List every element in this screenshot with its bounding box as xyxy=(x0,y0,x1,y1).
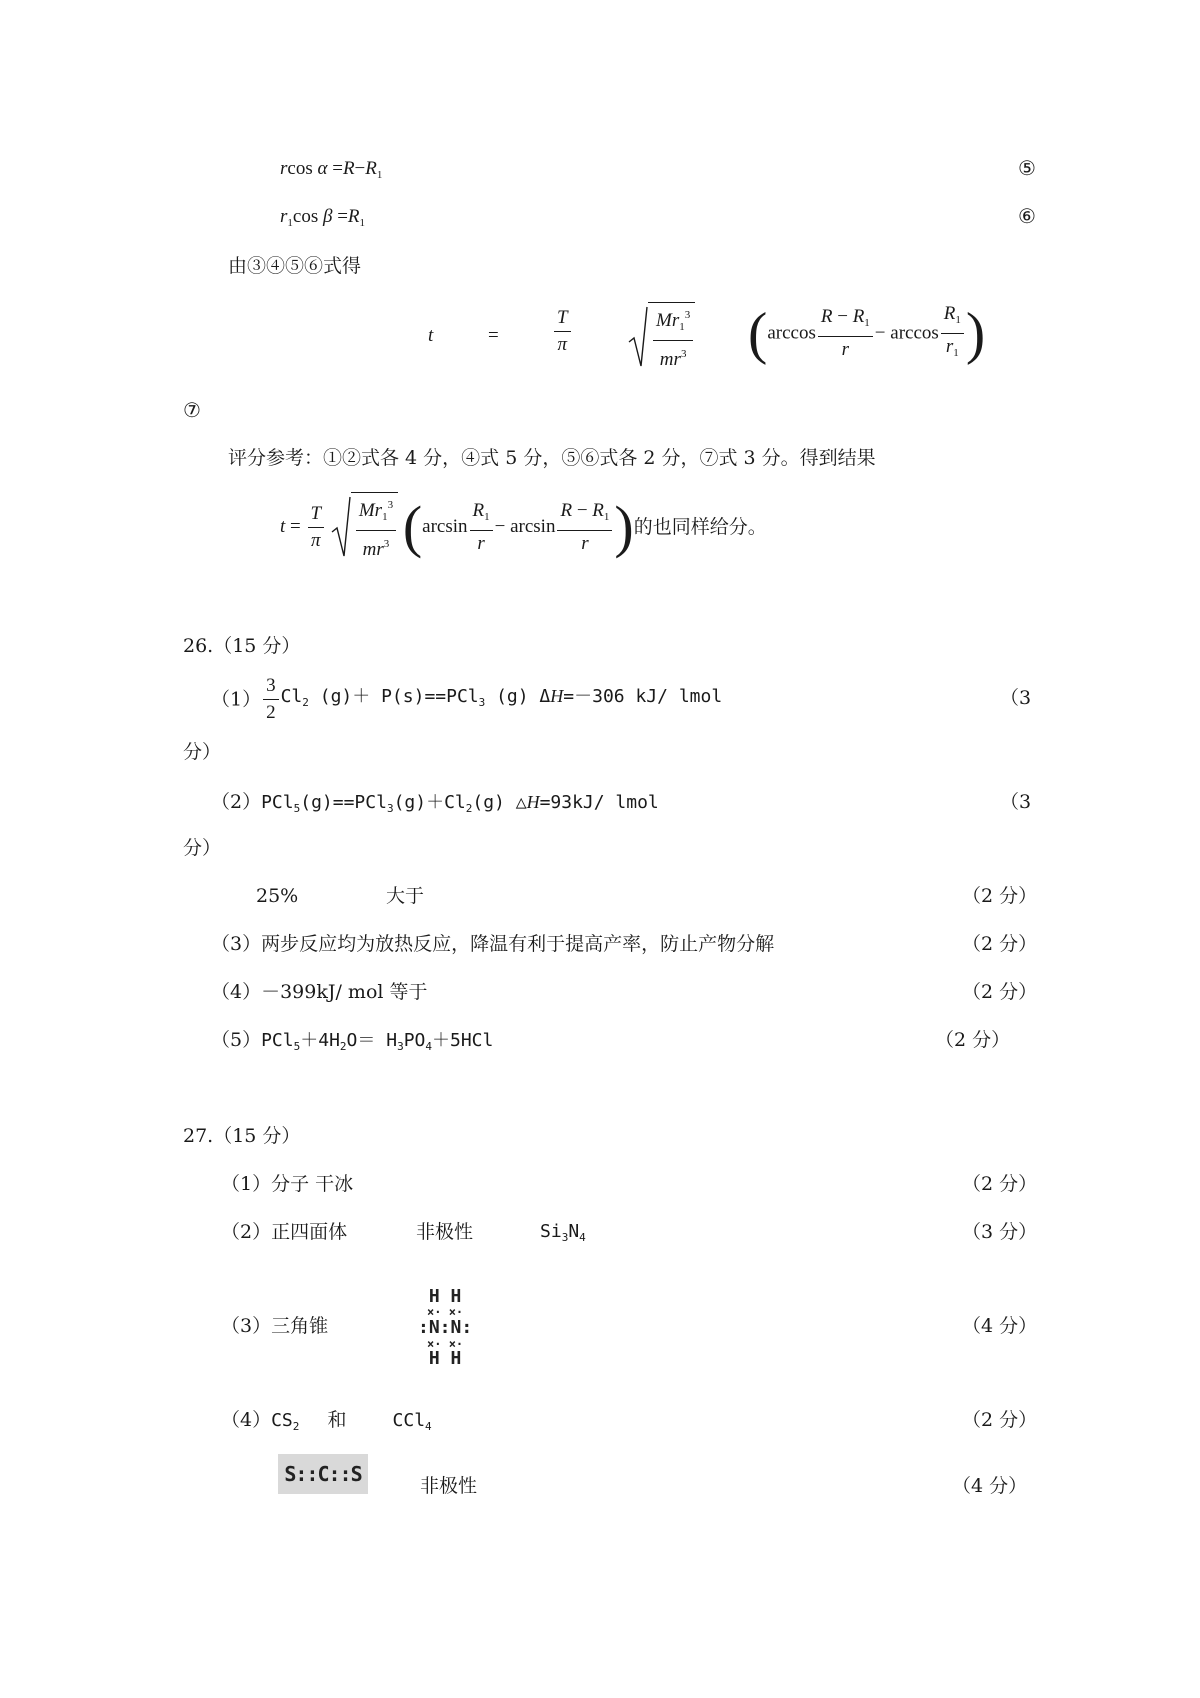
q27-part1: （1）分子 干冰 xyxy=(221,1173,354,1195)
formula-text: O＝ H xyxy=(346,1030,398,1051)
subscript: 3 xyxy=(397,1040,404,1053)
q27-part4-score: （2 分） xyxy=(962,1409,1038,1431)
formula-text: Si xyxy=(540,1221,562,1242)
part-label: （1） xyxy=(211,688,262,711)
subscript: 1 xyxy=(679,321,685,333)
subscript: 1 xyxy=(864,317,870,329)
formula-text: CCl xyxy=(392,1410,426,1431)
q26-part2b-score: （2 分） xyxy=(962,885,1038,907)
q27-part2-formula xyxy=(540,1220,586,1250)
var-r: r xyxy=(280,158,288,179)
denominator-pi: π xyxy=(311,529,321,551)
var-R: R xyxy=(560,499,573,521)
var-r: r xyxy=(376,539,384,560)
fraction-mass-ratio xyxy=(653,303,693,372)
q26-part3: （3）两步反应均为放热反应，降温有利于提高产率，防止产物分解 xyxy=(211,933,775,955)
subscript: 4 xyxy=(425,1420,432,1433)
arcsin-text: arcsin xyxy=(510,516,556,537)
subscript: 1 xyxy=(603,510,610,523)
var-r1: r xyxy=(280,206,288,227)
sqrt-icon xyxy=(331,496,351,558)
formula-text: ＋5HCl xyxy=(432,1030,494,1051)
q27-part1-score: （2 分） xyxy=(962,1173,1038,1195)
var-R1: R xyxy=(472,499,485,521)
fraction-3-2 xyxy=(263,674,279,725)
q27-part2-label: （2）正四面体 xyxy=(221,1221,348,1243)
fraction-R-minus-R1-over-r xyxy=(818,305,873,362)
q26-part4-score: （2 分） xyxy=(962,981,1038,1003)
var-r1: r xyxy=(671,310,680,331)
formula-t-sqrt xyxy=(628,302,695,372)
denominator-pi: π xyxy=(557,334,568,355)
numerator-T: T xyxy=(308,502,325,528)
sqrt-icon xyxy=(628,306,648,368)
lewis-row: :N:N: xyxy=(418,1317,473,1338)
minus-sign: − xyxy=(494,516,506,537)
subscript: 1 xyxy=(382,511,388,523)
q26-part4: （4）－399kJ/ mol 等于 xyxy=(211,981,428,1003)
cos-text: cos xyxy=(287,158,313,179)
var-m: m xyxy=(659,349,674,370)
subscript: 1 xyxy=(376,169,383,181)
q26-part1 xyxy=(211,674,722,725)
equals-sign: = xyxy=(332,158,343,179)
sqrt-expression xyxy=(628,302,695,372)
subscript: 2 xyxy=(292,1420,300,1433)
lewis-structure-cs2: S::C::S xyxy=(278,1454,368,1494)
var-R1: R xyxy=(365,158,377,179)
arccos-text: arccos xyxy=(890,322,939,344)
numerator: 3 xyxy=(263,674,279,700)
right-paren: ) xyxy=(614,494,634,559)
q26-header: 26.（15 分） xyxy=(183,635,301,657)
q27-part2-nonpolar: 非极性 xyxy=(416,1221,474,1243)
lewis-structure-n2h4 xyxy=(418,1288,472,1368)
formula-text: Cl xyxy=(280,686,303,707)
cos-text: cos xyxy=(292,206,319,227)
formula-text: PCl xyxy=(261,1030,294,1051)
q27-part4b-score: （4 分） xyxy=(952,1475,1028,1497)
q26-value-greater: 大于 xyxy=(386,885,425,907)
formula-text: PCl xyxy=(261,792,294,813)
formula-t-var xyxy=(428,325,433,347)
equation-5 xyxy=(280,158,382,181)
fraction-mass-ratio xyxy=(356,493,396,562)
formula-t-equals: = xyxy=(488,325,499,346)
left-paren: ( xyxy=(402,494,423,559)
var-t: t xyxy=(428,325,434,346)
formula-text: (g) △ xyxy=(472,792,527,813)
subscript: 3 xyxy=(561,1231,569,1244)
formula-alt xyxy=(280,492,767,562)
part-label: （5） xyxy=(211,1029,262,1051)
subscript: 2 xyxy=(339,1040,347,1053)
subscript: 1 xyxy=(484,510,490,523)
q26-part2 xyxy=(211,790,659,821)
subscript: 5 xyxy=(293,1040,301,1053)
denominator-r: r xyxy=(581,532,589,554)
subscript: 2 xyxy=(302,696,309,709)
subscript: 3 xyxy=(478,696,486,709)
formula-t-bracket xyxy=(748,302,985,365)
subscript: 2 xyxy=(465,802,473,815)
var-R: R xyxy=(820,306,833,327)
sqrt-expression xyxy=(331,492,398,562)
minus-sign: − xyxy=(874,322,886,344)
subscript: 4 xyxy=(579,1231,586,1244)
lewis-row: H H xyxy=(428,1286,462,1307)
formula-t-T-over-pi xyxy=(552,306,573,357)
arccos-text: arccos xyxy=(767,322,816,344)
q26-part2-score-a: （3 xyxy=(1000,791,1032,813)
superscript: 3 xyxy=(383,538,390,550)
formula-text: PO xyxy=(403,1030,426,1051)
q26-part2-score-b: 分） xyxy=(183,837,222,859)
formula-text: (g)＋ P(s)==PCl xyxy=(308,686,479,707)
var-R1: R xyxy=(852,306,865,327)
var-H: H xyxy=(550,686,564,706)
q26-part5 xyxy=(211,1028,493,1059)
var-r1: r xyxy=(374,500,383,521)
superscript: 3 xyxy=(387,499,394,511)
var-R1: R xyxy=(592,499,604,521)
subscript: 1 xyxy=(953,347,959,359)
fraction-R1-over-r xyxy=(470,499,493,556)
part-label: （2） xyxy=(211,791,262,813)
beta-symbol: β xyxy=(322,206,333,227)
minus-sign: − xyxy=(354,158,366,179)
denominator-r: r xyxy=(841,339,850,360)
var-m: m xyxy=(362,539,377,560)
fraction-R-minus-R1-over-r xyxy=(557,499,612,556)
q27-part2-score: （3 分） xyxy=(962,1221,1038,1243)
q27-part3: （3）三角锥 xyxy=(221,1315,329,1337)
equation-6 xyxy=(280,206,365,229)
minus-sign: − xyxy=(837,306,848,327)
subscript: 1 xyxy=(955,314,961,326)
subscript: 3 xyxy=(386,802,394,815)
var-R: R xyxy=(342,158,355,179)
equation-number-5: ⑤ xyxy=(1018,156,1036,180)
formula-text: =93kJ/ lmol xyxy=(539,792,659,813)
q26-value-25pct: 25% xyxy=(256,885,299,907)
arcsin-text: arcsin xyxy=(422,516,468,537)
lewis-row: ×· ×· xyxy=(427,1337,464,1351)
subscript: 4 xyxy=(425,1040,432,1053)
q27-part4 xyxy=(221,1408,432,1439)
formula-text: =－306 kJ/ lmol xyxy=(563,686,723,707)
superscript: 3 xyxy=(680,348,687,360)
q26-part1-score-b: 分） xyxy=(183,741,222,763)
lewis-row: H H xyxy=(428,1348,462,1369)
var-R1: R xyxy=(347,206,360,227)
formula-text: (g)==PCl xyxy=(300,792,387,813)
subscript: 1 xyxy=(287,217,293,229)
lewis-row: ×· ×· xyxy=(427,1305,464,1319)
equation-number-7: ⑦ xyxy=(183,398,201,422)
var-r: r xyxy=(673,349,681,370)
part-label: （4） xyxy=(221,1409,272,1431)
equals-sign: = xyxy=(337,206,348,227)
fraction-T-pi xyxy=(308,502,325,553)
numerator-T: T xyxy=(554,306,571,332)
equation-number-6: ⑥ xyxy=(1018,204,1036,228)
and-text: 和 xyxy=(327,1409,347,1431)
var-t: t xyxy=(280,516,286,537)
formula-text: CS xyxy=(271,1410,293,1431)
scoring-text: 评分参考：①②式各 4 分，④式 5 分，⑤⑥式各 2 分，⑦式 3 分。得到结果 xyxy=(228,447,876,469)
left-paren: ( xyxy=(748,300,768,366)
denominator: 2 xyxy=(266,702,276,723)
q27-part3-score: （4 分） xyxy=(962,1315,1038,1337)
fraction-R1-over-r1 xyxy=(941,302,964,365)
formula-text: (g)＋Cl xyxy=(393,792,466,813)
right-paren: ) xyxy=(965,300,986,366)
equals-sign: = xyxy=(290,516,301,537)
q27-header: 27.（15 分） xyxy=(183,1125,301,1147)
derive-text: 由③④⑤⑥式得 xyxy=(228,255,362,277)
superscript: 3 xyxy=(684,309,691,321)
scoring-tail: 的也同样给分。 xyxy=(633,516,767,538)
var-r1: r xyxy=(945,336,954,357)
var-M: M xyxy=(656,310,672,331)
q26-part3-score: （2 分） xyxy=(962,933,1038,955)
subscript: 1 xyxy=(359,217,366,229)
denominator-r: r xyxy=(477,532,485,554)
var-R1: R xyxy=(943,303,956,324)
minus-sign: − xyxy=(576,499,588,521)
formula-text: N xyxy=(568,1221,580,1242)
q27-part4b-text: 非极性 xyxy=(420,1475,478,1497)
var-H: H xyxy=(526,792,540,812)
q26-part5-score: （2 分） xyxy=(935,1029,1011,1051)
alpha-symbol: α xyxy=(317,158,328,179)
fraction-T-pi xyxy=(554,306,571,357)
var-M: M xyxy=(358,500,375,521)
formula-text: ＋4H xyxy=(300,1030,340,1051)
formula-text: (g) Δ xyxy=(485,686,551,707)
q26-part1-score-a: （3 xyxy=(1000,687,1032,709)
subscript: 5 xyxy=(293,802,301,815)
